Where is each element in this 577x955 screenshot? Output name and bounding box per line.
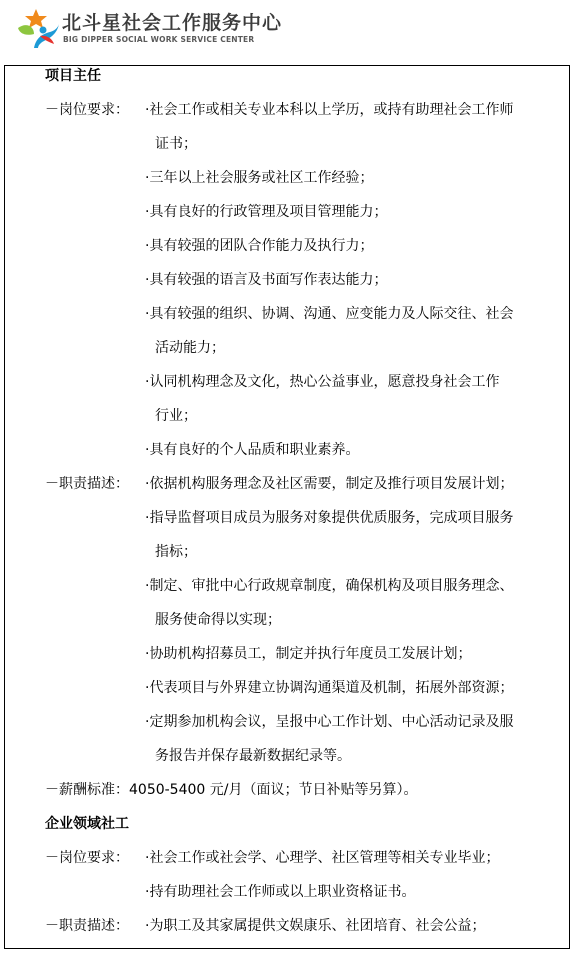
requirement-item: ·社会工作或社会学、心理学、社区管理等相关专业毕业；: [145, 850, 500, 866]
duty-item: ·定期参加机构会议，呈报中心工作计划、中心活动记录及服: [145, 714, 514, 730]
requirement-item-continued: 行业；: [155, 408, 197, 424]
organization-name-cn: 北斗星社会工作服务中心: [62, 12, 283, 34]
requirement-item: ·具有较强的团队合作能力及执行力；: [145, 238, 374, 254]
requirement-item: ·具有良好的行政管理及项目管理能力；: [145, 204, 388, 220]
requirement-item: ·认同机构理念及文化，热心公益事业，愿意投身社会工作: [145, 374, 500, 390]
duty-item-continued: 服务使命得以实现；: [155, 612, 281, 628]
salary-line: －薪酬标准：4050-5400 元/月（面议；节日补贴等另算）。: [45, 782, 418, 798]
requirements-label: －岗位要求：: [45, 850, 129, 866]
requirements-label: －岗位要求：: [45, 102, 129, 118]
job-title-enterprise-social-worker: 企业领域社工: [45, 816, 129, 832]
big-dipper-logo-icon: [16, 8, 60, 48]
duties-label: －职责描述：: [45, 476, 129, 492]
requirement-item: ·具有较强的语言及书面写作表达能力；: [145, 272, 388, 288]
requirement-item-continued: 证书；: [155, 136, 197, 152]
duty-item: ·依据机构服务理念及社区需要，制定及推行项目发展计划；: [145, 476, 514, 492]
job-description-box: [4, 65, 570, 949]
requirement-item: ·三年以上社会服务或社区工作经验；: [145, 170, 374, 186]
duty-item: ·为职工及其家属提供文娱康乐、社团培育、社会公益；: [145, 918, 486, 934]
job-title-project-director: 项目主任: [45, 68, 101, 84]
organization-name-en: BIG DIPPER SOCIAL WORK SERVICE CENTER: [63, 35, 255, 44]
duty-item-continued: 务报告并保存最新数据纪录等。: [155, 748, 351, 764]
requirement-item: ·具有较强的组织、协调、沟通、应变能力及人际交往、社会: [145, 306, 514, 322]
duty-item: ·协助机构招募员工，制定并执行年度员工发展计划；: [145, 646, 472, 662]
requirement-item-continued: 活动能力；: [155, 340, 225, 356]
duties-label: －职责描述：: [45, 918, 129, 934]
requirement-item: ·社会工作或相关专业本科以上学历，或持有助理社会工作师: [145, 102, 514, 118]
duty-item: ·指导监督项目成员为服务对象提供优质服务，完成项目服务: [145, 510, 514, 526]
header: [0, 0, 577, 64]
requirement-item: ·持有助理社会工作师或以上职业资格证书。: [145, 884, 416, 900]
requirement-item: ·具有良好的个人品质和职业素养。: [145, 442, 360, 458]
duty-item: ·代表项目与外界建立协调沟通渠道及机制，拓展外部资源；: [145, 680, 514, 696]
duty-item: ·制定、审批中心行政规章制度，确保机构及项目服务理念、: [145, 578, 514, 594]
duty-item-continued: 指标；: [155, 544, 197, 560]
